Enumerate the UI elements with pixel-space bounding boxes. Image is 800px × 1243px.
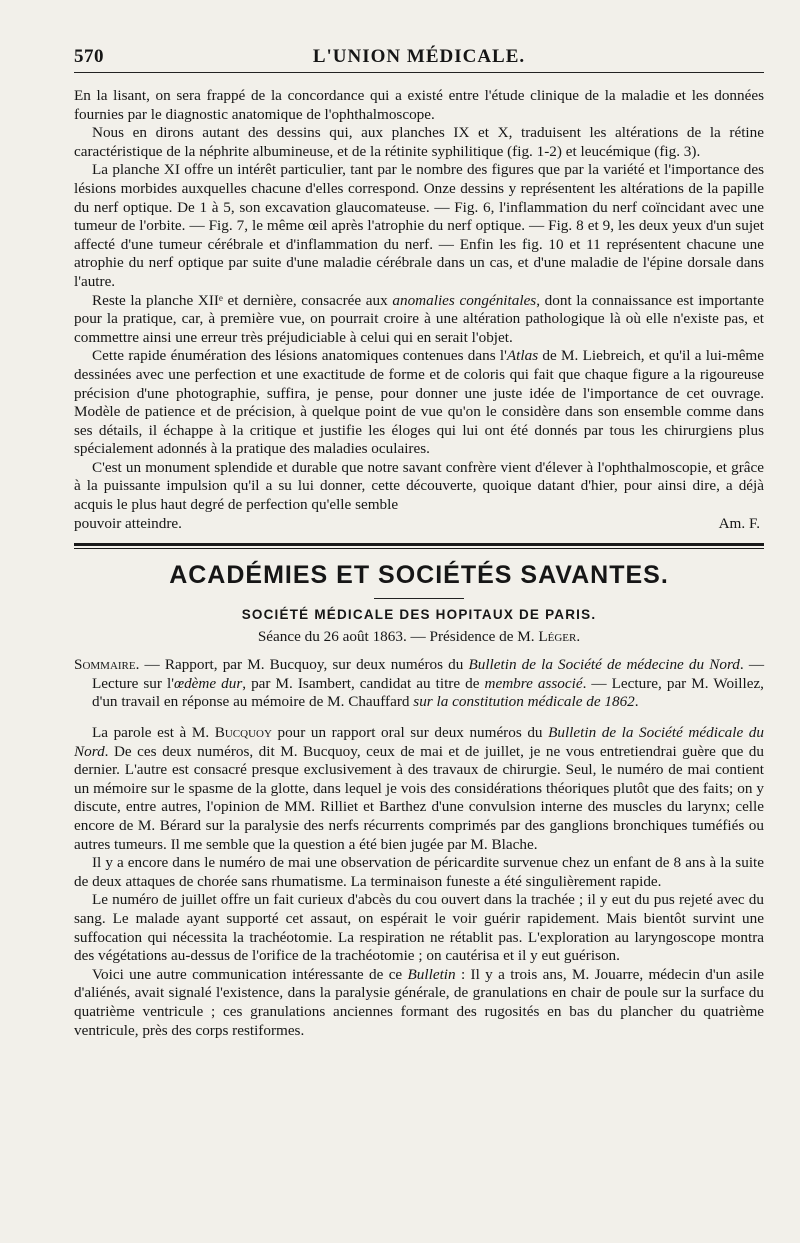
summary-gap — [74, 712, 764, 724]
atlas-paragraph: Cette rapide énumération des lésions anatomiques contenues dans l'Atlas de M. Liebreich, et qu'il a lui-même dessinées avec une perfection et une exactitude de forme et de coloris qui fait que chaque figure a la rigoureuse précision d'une photographie, suffira, je pense, pour donner une juste idée de l'importance de cet ouvrage. Modèle de patience et de précision, à quelque point de vue qu'on le considère dans son ensemble comme dans ses détails, il échappe à la critique et justifie les éloges qui lui ont été donnés par tous les chirurgiens plus spécialement adonnés à la pratique des maladies oculaires. — [74, 347, 764, 458]
report-paragraph-3: Le numéro de juillet offre un fait curieux d'abcès du cou ouvert dans la trachée ; il y eut du pus rejeté avec du sang. Le malade ayant supporté cet assaut, on espérait le voir guérir rapidement. Mais bientôt survint une suffocation qui nécessita la trachéotomie. La respiration ne rétablit pas. L'exploration au laryngoscope montra des végétations au-dessus de l'orifice de la trachéotomie ; on cautérisa et il y eut guérison. — [74, 891, 764, 965]
summary: Sommaire. — Rapport, par M. Bucquoy, sur deux numéros du Bulletin de la Société de médecine du Nord. — Lecture sur l'œdème dur, par M. Isambert, candidat au titre de membre associé. — Lecture, par M. Woillez, d'un travail en réponse au mémoire de M. Chauffard sur la constitution médicale de 1862. — [74, 656, 765, 711]
signature-line — [74, 515, 764, 534]
intro-paragraph-1: En la lisant, on sera frappé de la concordance qui a existé entre l'étude clinique de la maladie et les données fournies par le diagnostic anatomique de l'ophthalmoscope. — [74, 87, 764, 123]
session-line: Séance du 26 août 1863. — Présidence de M. Léger. — [257, 628, 581, 646]
planche-xii-paragraph: Reste la planche XIIᵉ et dernière, consacrée aux anomalies congénitales, dont la connaissance est importante pour la pratique, car, à première vue, on pourrait croire à une altération pathologique là où elle n'existe pas, et commettre ainsi une erreur très préjudiciable à celui qui en serait l'objet. — [74, 291, 764, 346]
header-rule — [74, 72, 764, 73]
page-number: 570 — [74, 46, 104, 67]
society-title: SOCIÉTÉ MÉDICALE DES HOPITAUX DE PARIS. — [241, 607, 597, 623]
section-title: ACADÉMIES ET SOCIÉTÉS SAVANTES. — [169, 561, 669, 590]
president-name: Léger — [538, 628, 577, 646]
closing-last-line: pouvoir atteindre. — [74, 514, 182, 532]
report-paragraph-4: Voici une autre communication intéressante de ce Bulletin : Il y a trois ans, M. Jouarre, médecin d'un asile d'aliénés, avait signalé l'existence, dans la paralysie générale, de granulations en chair de poule sur la surface du quatrième ventricule ; ces granulations anciennes formant des rugosités en bas du plancher du quatrième ventricule, près des corps restiformes. — [74, 965, 764, 1039]
intro-paragraph-3: La planche XI offre un intérêt particulier, tant par le nombre des figures que par la variété et l'importance des lésions morbides auxquelles chacune d'elles correspond. Onze dessins y représentent les altérations de la papille du nerf optique. De 1 à 5, son excavation glaucomateuse. — Fig. 6, l'inflammation du nerf coïncidant avec une tumeur de l'orbite. — Fig. 7, le même œil après l'atrophie du nerf optique. — Fig. 8 et 9, les deux yeux d'un sujet affecté d'une tumeur cérébrale et d'inflammation du nerf. — Enfin les fig. 10 et 11 représentent chacune une atrophie du nerf optique par suite d'une maladie cérébrale dans un cas, et d'une maladie de l'épine dorsale dans l'autre. — [74, 161, 764, 290]
journal-title: L'UNION MÉDICALE. — [312, 46, 526, 67]
report-paragraph-1: La parole est à M. Bucquoy pour un rapport oral sur deux numéros du Bulletin de la Société médicale du Nord. De ces deux numéros, dit M. Bucquoy, ceux de mai et de juillet, je ne vous entretiendrai guère que du dernier. L'autre est consacré presque exclusivement à des travaux de chirurgie. Seul, le numéro de mai contient un mémoire sur le spasme de la glotte, dans lequel je vois des considérations théoriques plutôt que des faits; on y discute, entre autres, l'opinion de MM. Rilliet et Barthez d'une convulsion interne des muscles du larynx; celle encore de M. Bérard sur la paralysie des nerfs récurrents comprimés par des ganglions bronchiques tuméfiés ou autres tumeurs. Il me semble que la question a été bien jugée par M. Blache. — [74, 724, 764, 853]
section-rule — [74, 543, 764, 549]
running-head — [74, 42, 764, 70]
page — [74, 0, 764, 1040]
section-divider — [374, 598, 464, 599]
report-paragraph-2: Il y a encore dans le numéro de mai une observation de péricardite survenue chez un enfant de 8 ans à la suite de deux attaques de chorée sans rhumatisme. La terminaison funeste a été singulièrement rapide. — [74, 854, 764, 890]
closing-paragraph: C'est un monument splendide et durable que notre savant confrère vient d'élever à l'ophthalmoscopie, et grâce à la puissante impulsion qu'il a su lui donner, cette découverte, quoique datant d'hier, pour ainsi dire, a déjà acquis le plus haut degré de perfection qu'elle semble — [74, 458, 764, 514]
intro-paragraph-2: Nous en dirons autant des dessins qui, aux planches IX et X, traduisent les altérations de la rétine caractéristique de la néphrite albumineuse, et de la rétinite syphilitique (fig. 1-2) et leucémique (fig. 3). — [74, 124, 764, 160]
author-signature: Am. F. — [718, 514, 760, 532]
